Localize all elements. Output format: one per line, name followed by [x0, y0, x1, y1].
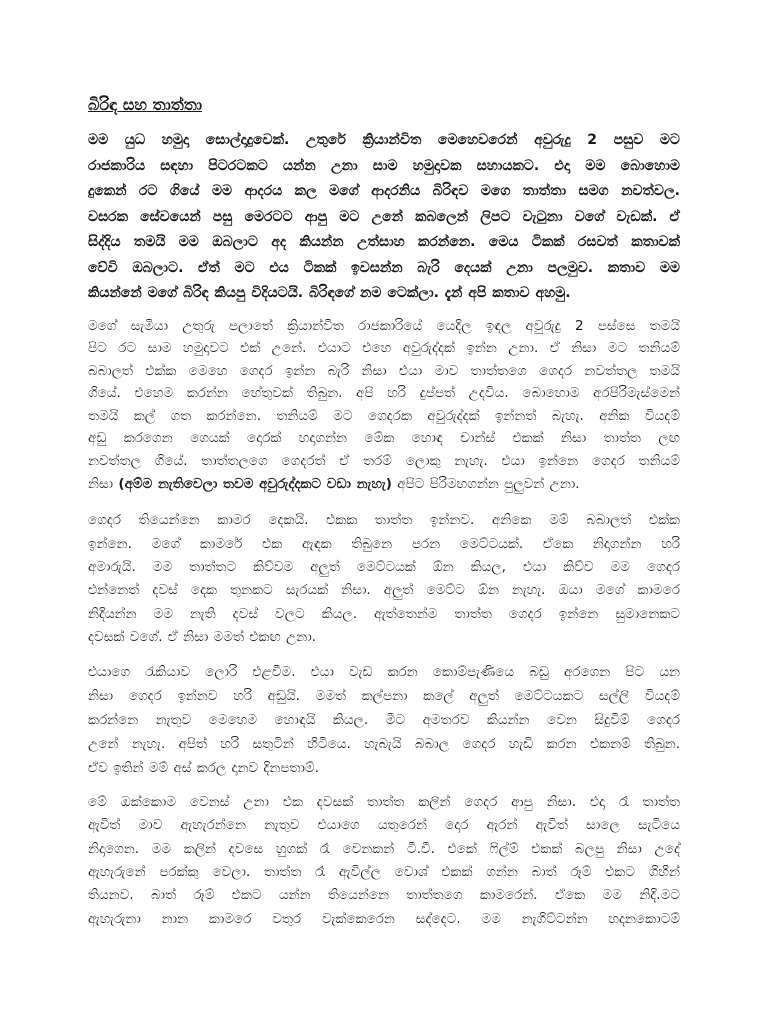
paragraph-line: එයාගෙ රැකියාව ලොරි එළවීම. එයා වැඩ කරන කොම්පැණියෙ බඩු අරගෙන පිට යන — [88, 663, 680, 680]
paragraph-line: ගෙදර තියෙන්නෙ කාමර දෙකයි. එකක තාත්ත ඉන්නව. අනිකෙ මම් බබාලත් එක්ක — [88, 512, 680, 529]
paragraph-line: කරන්නෙ නැතුව මෙහෙම හොඳයි කියල. මීට අමතරව කියන්න වෙන සිදුවීම් ගෙදර — [88, 711, 680, 728]
paragraph-5 — [88, 791, 680, 931]
paragraph-line: රාජකාරිය සඳහා පිටරටකට යන්න උනා සාම හමුදාවක සහායකට. එදා මම බොහොම — [88, 157, 680, 174]
paragraph-line: කියන්නේ මගේ බිරිඳ කියපු විදියටයි. බිරිඳගේ නම ටෙක්ලා. දැන් අපි කතාව අහමු. — [88, 285, 571, 301]
paragraph-4 — [88, 660, 680, 780]
paragraph-2 — [88, 315, 680, 496]
paragraph-line: උනේ නැහැ. අපිත් හරි සතුටින් හිටියෙ. හැබැයි බබාල ගෙදර හැඩි කරන එකනම් තිබුන. — [88, 735, 680, 752]
line-text: නිසා — [88, 475, 119, 492]
paragraph-line: මේ ඔක්කොම වෙනස් උනා එක දවසක් තාත්ත කලින් ගෙදර ආපු නිසා. එදා රෑ තාත්ත — [88, 793, 680, 810]
paragraph-line: අමාරුයි. මම තාත්තට කිව්වම අලුත් මෙට්ටයක් ඕන කියල, එයා කිව්ව මම ගෙදර — [88, 559, 680, 576]
paragraph-line: පිට රට සාම හමුදාවට එක් උනේ. එයාට එහෙ අවුරුද්දක් ඉන්න උනා. ඒ නිසා මට තනියම් — [88, 340, 680, 357]
paragraph-line: වේවි ඔබලාට. ඒත් මට එය ටිකක් ඉවසන්න බැරි දෙයක් උනා පලමුව. කතාව මම — [88, 259, 680, 276]
document-title: බිරිඳ සහ තාත්තා — [88, 95, 203, 114]
paragraph-line: අඩු කරගෙන ගෙයක් දොරක් හදාගන්න මේක හොඳ චාන්ස් එකක් නිසා තාත්ත ලඟ — [88, 430, 680, 447]
paragraph-line: දවසක් වගේ. ඒ නිසා මමත් එකඟ උනා. — [88, 629, 316, 646]
paragraph-line: නවත්තල ගියේ. තාත්තලගෙ ගෙදරත් ඒ තරම් ලොකු නැහැ. එයා ඉන්නෙ ගෙදර තනියම් — [88, 453, 680, 470]
paragraph-line: බබාලත් එක්ක මෙහෙ ගෙදර ඉන්න බැරි නිසා එයා මාව තාත්තගෙ ගෙදර නවත්තල තමයි — [88, 362, 680, 379]
paragraph-line: නිදාගෙන. මම කලින් දවසෙ හුගක් රෑ වෙනකන් ටී.වී. එකේ ෆිල්ම් එකක් බලපු නිසා උදේ — [88, 840, 680, 857]
paragraph-line: නිසා ගෙදර ඉන්නව හරි අඩුයි. මමත් කල්පනා කලේ අලුත් මෙට්ටයකට සල්ලි වියදම් — [88, 687, 680, 704]
paragraph-line: ඇහැරුනේ පරක්කු වෙලා. තාත්ත රෑ ඇවිල්ල වොශ් එකක් ගන්න බාත් රූම් එකට ගිහින් — [88, 863, 680, 880]
paragraph-line: ඒව ඉතින් මම් අස් කරල දානව දිනපතාම්. — [88, 759, 319, 776]
paragraph-1 — [88, 128, 680, 307]
paragraph-line: ගියේ. එහෙම කරන්න හේතුවක් තිබුන. අපි හරි දුප්පත් උදවිය. බොහොම අරපිරිමැස්මෙන් — [88, 385, 680, 402]
paragraph-line: තියනව. බාත් රූම් එකට යන්න තියෙන්නෙ තාත්තගෙ කාමරෙන්. ඒකෙ මම නිදි.මට — [88, 887, 680, 904]
line-text: අපිට පිරිමහගන්න පුලුවන් උනා. — [391, 475, 580, 492]
paragraph-line — [88, 473, 680, 496]
paragraph-line: තමයි කල් ගත කරන්නෙ. තනියම් මට ගෙදරක අවුරුද්දක් ඉන්නත් බැහැ. අනික වියදම් — [88, 407, 680, 424]
paragraph-line: ඇහැරුනා නාන කාමරෙ වතුර වැක්කෙරෙන සද්දෙට. මම නැගිට්ටන්න හදනකොටම් — [88, 910, 680, 927]
document-page — [88, 94, 680, 931]
paragraph-line: වසරක සේවයෙන් පසු මෙරටට ආපු මට උනේ කබලෙන් ලිපට වැටුනා වගේ වැඩක්. ඒ — [88, 208, 680, 225]
paragraph-line: ඇවිත් මාව ඇහැරන්නෙ නැතුව එයාගෙ යතුරෙන් දොර ඇරන් ඇවිත් සාලෙ සැටියෙ — [88, 817, 680, 834]
paragraph-line: දුකෙන් රට ගියේ මම ආදරය කල මගේ ආදරනිය බිරිඳව මගෙ තාත්තා සමග නවත්වල. — [88, 183, 680, 199]
paragraph-line: සිද්දිය තමයි මම ඔබලාට අද කියන්න උත්සාහ කරන්නෙ. මෙය ටිකක් රසවත් කතාවක් — [88, 234, 680, 250]
bold-parenthetical: (අම්ම නැතිවෙලා තවම අවුරුද්දකට වඩා නැහැ) — [118, 475, 392, 492]
paragraph-line: මගේ සැමියා උතුරු පලාතේ ක්‍රියාන්විත රාජකාරියේ යෙදිල ඉඳල අවුරුදු 2 පස්සෙ තමයි — [88, 317, 680, 334]
paragraph-3 — [88, 509, 680, 649]
paragraph-line: මම යුධ හමුදා සොල්දාදුවෙක්. උතුරේ ක්‍රියාන්විත මෙහෙවරෙන් අවුරුදු 2 පසුව මට — [88, 132, 680, 148]
paragraph-line: නිදියන්න මම නැති දවස් වලට කියල. ඇත්තෙන්ම තාත්ත ගෙදර ඉන්නෙ සුමානෙකට — [88, 605, 680, 622]
paragraph-line: එන්නෙත් දවස් දෙක තුනකට සැරයක් නිසා. අලුත් මෙට්ට ඕන නැහැ. ඔයා මගේ කාමරෙ — [88, 582, 680, 599]
paragraph-line: ඉන්නෙ. මගේ කාමරේ එක ඇඳක තිබුනෙ පරන මෙට්ටයක්. ඒකෙ නිදාගන්න හරි — [88, 535, 680, 552]
